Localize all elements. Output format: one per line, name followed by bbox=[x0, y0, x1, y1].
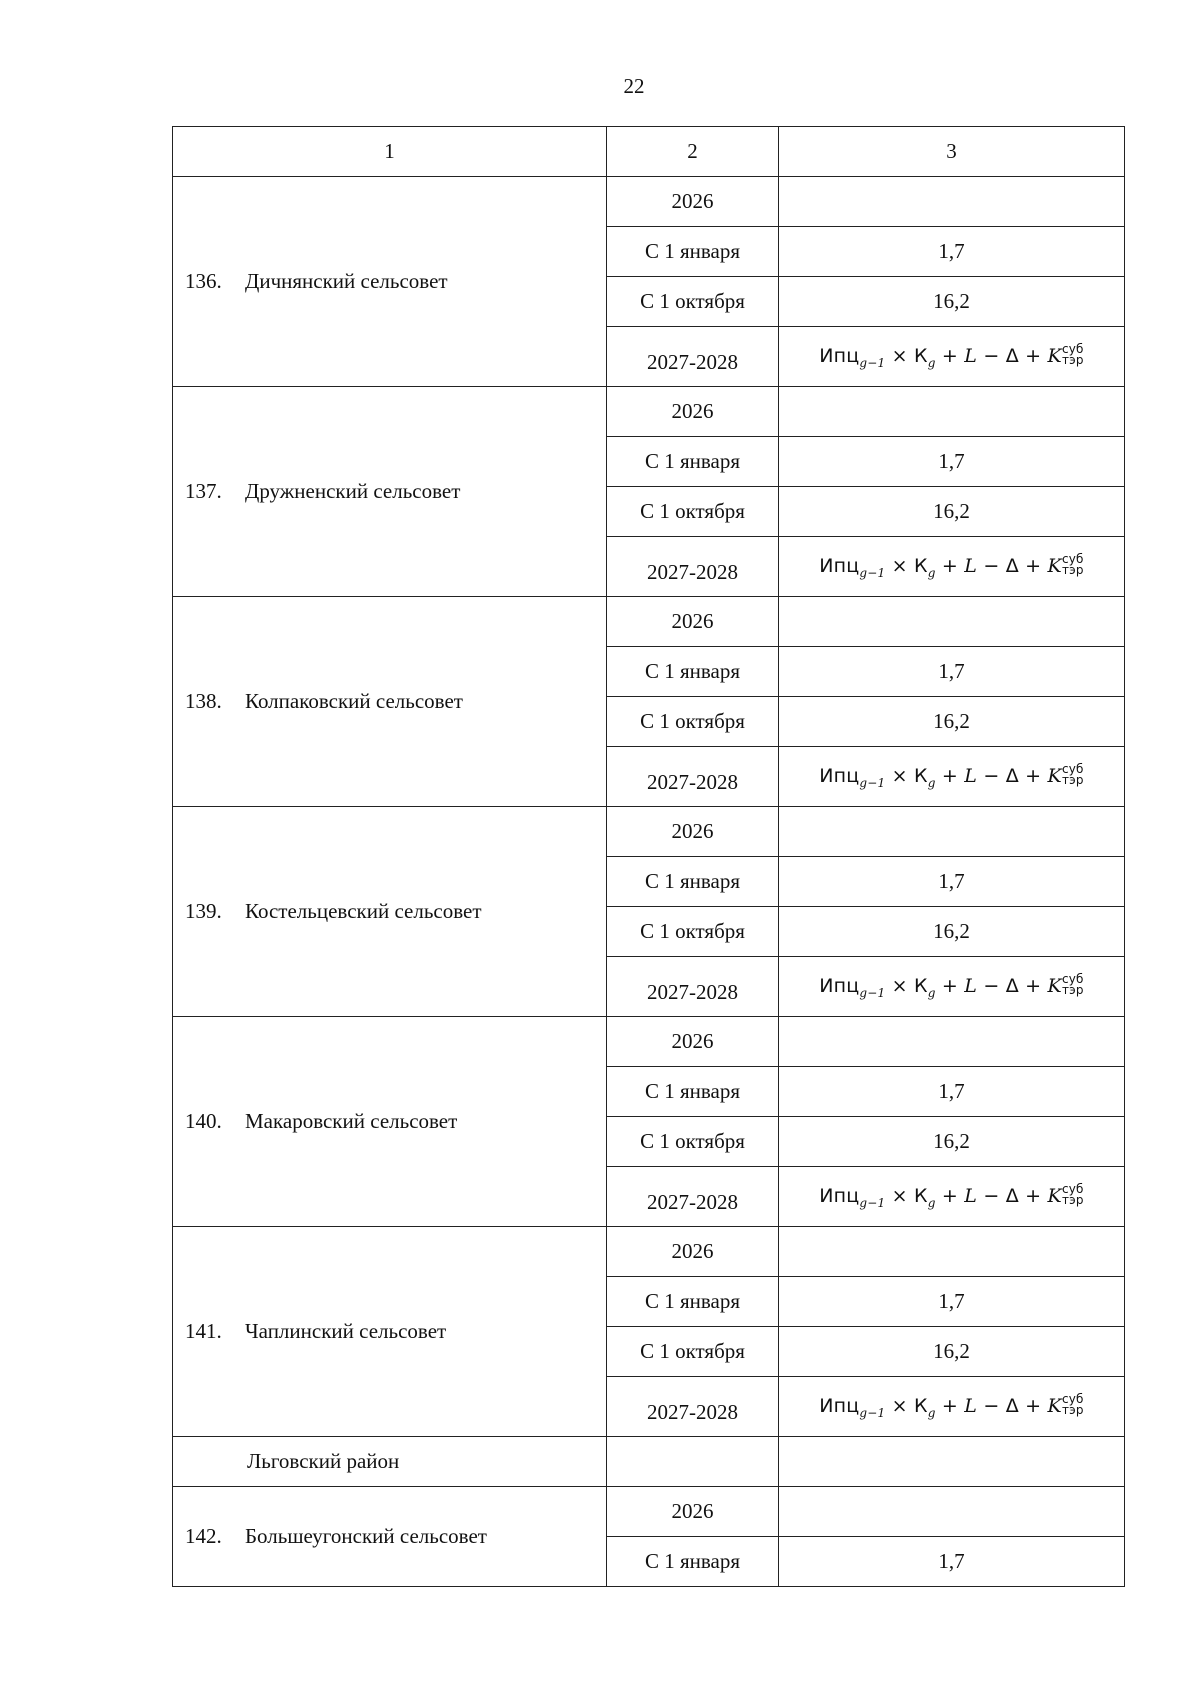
formula-plus-1: + bbox=[941, 765, 958, 788]
period-cell: 2026 bbox=[607, 597, 779, 647]
period-cell: С 1 октября bbox=[607, 697, 779, 747]
formula-plus-2: + bbox=[1025, 975, 1042, 998]
formula-k: К bbox=[914, 765, 928, 788]
formula-k-sub: g bbox=[927, 775, 936, 790]
formula-plus-1: + bbox=[941, 1395, 958, 1418]
row-number: 140. bbox=[185, 1109, 222, 1133]
row-number: 136. bbox=[185, 269, 222, 293]
formula-kter: K bbox=[1047, 345, 1062, 368]
period-cell: 2026 bbox=[607, 807, 779, 857]
formula-base-sub: g−1 bbox=[859, 1405, 886, 1420]
period-cell: С 1 января bbox=[607, 1537, 779, 1587]
formula-base: Ипц bbox=[819, 345, 860, 368]
municipality-cell bbox=[173, 387, 607, 597]
formula-kter-sub: тэр bbox=[1061, 1402, 1084, 1417]
municipality-name: Дружненский сельсовет bbox=[245, 479, 461, 503]
period-cell: С 1 октября bbox=[607, 277, 779, 327]
period-cell: 2026 bbox=[607, 1017, 779, 1067]
municipality-cell bbox=[173, 597, 607, 807]
formula-l: L bbox=[964, 975, 978, 998]
formula-delta: Δ bbox=[1005, 1395, 1019, 1418]
formula-base: Ипц bbox=[819, 765, 860, 788]
row-number: 142. bbox=[185, 1524, 222, 1548]
formula-minus: − bbox=[983, 975, 1000, 998]
formula-delta: Δ bbox=[1005, 555, 1019, 578]
formula-cell bbox=[779, 1377, 1125, 1437]
period-cell: 2027-2028 bbox=[607, 327, 779, 387]
value-cell: 1,7 bbox=[779, 1537, 1125, 1587]
value-cell: 16,2 bbox=[779, 1327, 1125, 1377]
formula-kter-sup: суб bbox=[1061, 551, 1084, 566]
municipality-name: Макаровский сельсовет bbox=[245, 1109, 458, 1133]
municipality-cell bbox=[173, 1227, 607, 1437]
municipality-name: Колпаковский сельсовет bbox=[245, 689, 463, 713]
table-row bbox=[173, 807, 1125, 857]
value-cell: 16,2 bbox=[779, 487, 1125, 537]
value-cell: 16,2 bbox=[779, 697, 1125, 747]
value-cell bbox=[779, 1017, 1125, 1067]
formula-delta: Δ bbox=[1005, 1185, 1019, 1208]
table-row bbox=[173, 1487, 1125, 1537]
formula-k-sub: g bbox=[927, 565, 936, 580]
formula-plus-1: + bbox=[941, 1185, 958, 1208]
formula-plus-2: + bbox=[1025, 345, 1042, 368]
municipality-name: Костельцевский сельсовет bbox=[245, 899, 482, 923]
tariff-table bbox=[172, 126, 1125, 1587]
table-header-row bbox=[173, 127, 1125, 177]
formula-cell bbox=[779, 747, 1125, 807]
tariff-formula bbox=[819, 341, 1084, 370]
municipality-name: Льговский район bbox=[247, 1449, 400, 1473]
formula-base-sub: g−1 bbox=[859, 985, 886, 1000]
formula-minus: − bbox=[983, 1185, 1000, 1208]
table-row bbox=[173, 1437, 1125, 1487]
value-cell: 1,7 bbox=[779, 1277, 1125, 1327]
tariff-formula bbox=[819, 1391, 1084, 1420]
formula-cell bbox=[779, 1167, 1125, 1227]
formula-cell bbox=[779, 957, 1125, 1017]
period-cell: 2027-2028 bbox=[607, 747, 779, 807]
table-row bbox=[173, 177, 1125, 227]
formula-times: × bbox=[891, 975, 908, 998]
period-cell: С 1 января bbox=[607, 857, 779, 907]
formula-minus: − bbox=[983, 765, 1000, 788]
value-cell bbox=[779, 387, 1125, 437]
formula-plus-1: + bbox=[941, 345, 958, 368]
row-number: 137. bbox=[185, 479, 222, 503]
header-col-1: 1 bbox=[173, 127, 607, 177]
formula-kter-sub: тэр bbox=[1061, 772, 1084, 787]
header-col-2: 2 bbox=[607, 127, 779, 177]
formula-kter-sup: суб bbox=[1061, 1181, 1084, 1196]
municipality-cell bbox=[173, 1487, 607, 1587]
formula-kter-sub: тэр bbox=[1061, 982, 1084, 997]
value-cell: 1,7 bbox=[779, 1067, 1125, 1117]
municipality-name: Большеугонский сельсовет bbox=[245, 1524, 487, 1548]
row-number: 138. bbox=[185, 689, 222, 713]
tariff-formula bbox=[819, 761, 1084, 790]
formula-cell bbox=[779, 327, 1125, 387]
formula-base-sub: g−1 bbox=[859, 565, 886, 580]
value-cell: 1,7 bbox=[779, 227, 1125, 277]
formula-k: К bbox=[914, 975, 928, 998]
formula-times: × bbox=[891, 345, 908, 368]
formula-times: × bbox=[891, 1185, 908, 1208]
value-cell bbox=[779, 177, 1125, 227]
row-number: 139. bbox=[185, 899, 222, 923]
period-cell: С 1 января bbox=[607, 1277, 779, 1327]
value-cell: 16,2 bbox=[779, 907, 1125, 957]
formula-minus: − bbox=[983, 345, 1000, 368]
period-cell: С 1 января bbox=[607, 1067, 779, 1117]
formula-kter-sup: суб bbox=[1061, 761, 1084, 776]
period-cell: 2027-2028 bbox=[607, 537, 779, 597]
value-cell: 16,2 bbox=[779, 1117, 1125, 1167]
formula-base: Ипц bbox=[819, 1185, 860, 1208]
formula-l: L bbox=[964, 765, 978, 788]
formula-plus-2: + bbox=[1025, 555, 1042, 578]
formula-base-sub: g−1 bbox=[859, 355, 886, 370]
table-row bbox=[173, 1017, 1125, 1067]
value-cell bbox=[779, 807, 1125, 857]
formula-k-sub: g bbox=[927, 355, 936, 370]
value-cell bbox=[779, 1227, 1125, 1277]
formula-k: К bbox=[914, 1395, 928, 1418]
formula-base: Ипц bbox=[819, 975, 860, 998]
tariff-formula bbox=[819, 971, 1084, 1000]
municipality-cell bbox=[173, 1437, 607, 1487]
formula-l: L bbox=[964, 345, 978, 368]
formula-cell bbox=[779, 537, 1125, 597]
period-cell: 2026 bbox=[607, 1227, 779, 1277]
table-row bbox=[173, 1227, 1125, 1277]
formula-kter: K bbox=[1047, 1185, 1062, 1208]
formula-plus-1: + bbox=[941, 975, 958, 998]
formula-kter-sup: суб bbox=[1061, 971, 1084, 986]
formula-plus-2: + bbox=[1025, 1395, 1042, 1418]
formula-plus-2: + bbox=[1025, 1185, 1042, 1208]
municipality-name: Дичнянский сельсовет bbox=[245, 269, 448, 293]
formula-l: L bbox=[964, 1395, 978, 1418]
formula-l: L bbox=[964, 555, 978, 578]
formula-k-sub: g bbox=[927, 1405, 936, 1420]
formula-plus-2: + bbox=[1025, 765, 1042, 788]
formula-kter-sub: тэр bbox=[1061, 1192, 1084, 1207]
value-cell: 16,2 bbox=[779, 277, 1125, 327]
formula-base: Ипц bbox=[819, 1395, 860, 1418]
period-cell: С 1 октября bbox=[607, 1117, 779, 1167]
period-cell: С 1 января bbox=[607, 437, 779, 487]
formula-k-sub: g bbox=[927, 1195, 936, 1210]
period-cell bbox=[607, 1437, 779, 1487]
formula-k: К bbox=[914, 345, 928, 368]
table-body bbox=[173, 177, 1125, 1587]
period-cell: 2027-2028 bbox=[607, 1377, 779, 1437]
municipality-cell bbox=[173, 807, 607, 1017]
formula-delta: Δ bbox=[1005, 765, 1019, 788]
municipality-cell bbox=[173, 1017, 607, 1227]
period-cell: 2027-2028 bbox=[607, 1167, 779, 1227]
formula-plus-1: + bbox=[941, 555, 958, 578]
period-cell: С 1 октября bbox=[607, 1327, 779, 1377]
value-cell bbox=[779, 1487, 1125, 1537]
header-col-3: 3 bbox=[779, 127, 1125, 177]
municipality-cell bbox=[173, 177, 607, 387]
value-cell: 1,7 bbox=[779, 647, 1125, 697]
formula-base-sub: g−1 bbox=[859, 1195, 886, 1210]
row-number: 141. bbox=[185, 1319, 222, 1343]
formula-kter: K bbox=[1047, 975, 1062, 998]
tariff-formula bbox=[819, 551, 1084, 580]
formula-kter-sub: тэр bbox=[1061, 562, 1084, 577]
formula-times: × bbox=[891, 765, 908, 788]
formula-kter-sup: суб bbox=[1061, 1391, 1084, 1406]
formula-k: К bbox=[914, 555, 928, 578]
value-cell: 1,7 bbox=[779, 857, 1125, 907]
formula-l: L bbox=[964, 1185, 978, 1208]
formula-delta: Δ bbox=[1005, 975, 1019, 998]
period-cell: С 1 октября bbox=[607, 907, 779, 957]
period-cell: 2026 bbox=[607, 387, 779, 437]
table-row bbox=[173, 597, 1125, 647]
value-cell: 1,7 bbox=[779, 437, 1125, 487]
formula-minus: − bbox=[983, 1395, 1000, 1418]
formula-times: × bbox=[891, 555, 908, 578]
value-cell bbox=[779, 597, 1125, 647]
value-cell bbox=[779, 1437, 1125, 1487]
formula-base-sub: g−1 bbox=[859, 775, 886, 790]
tariff-formula bbox=[819, 1181, 1084, 1210]
period-cell: 2027-2028 bbox=[607, 957, 779, 1017]
formula-kter: K bbox=[1047, 1395, 1062, 1418]
period-cell: С 1 октября bbox=[607, 487, 779, 537]
formula-kter: K bbox=[1047, 765, 1062, 788]
formula-base: Ипц bbox=[819, 555, 860, 578]
formula-delta: Δ bbox=[1005, 345, 1019, 368]
period-cell: С 1 января bbox=[607, 647, 779, 697]
formula-minus: − bbox=[983, 555, 1000, 578]
period-cell: С 1 января bbox=[607, 227, 779, 277]
municipality-name: Чаплинский сельсовет bbox=[245, 1319, 447, 1343]
formula-kter-sub: тэр bbox=[1061, 352, 1084, 367]
period-cell: 2026 bbox=[607, 177, 779, 227]
formula-k: К bbox=[914, 1185, 928, 1208]
formula-kter: K bbox=[1047, 555, 1062, 578]
table-row bbox=[173, 387, 1125, 437]
formula-k-sub: g bbox=[927, 985, 936, 1000]
formula-kter-sup: суб bbox=[1061, 341, 1084, 356]
page-number: 22 bbox=[623, 74, 645, 98]
formula-times: × bbox=[891, 1395, 908, 1418]
period-cell: 2026 bbox=[607, 1487, 779, 1537]
